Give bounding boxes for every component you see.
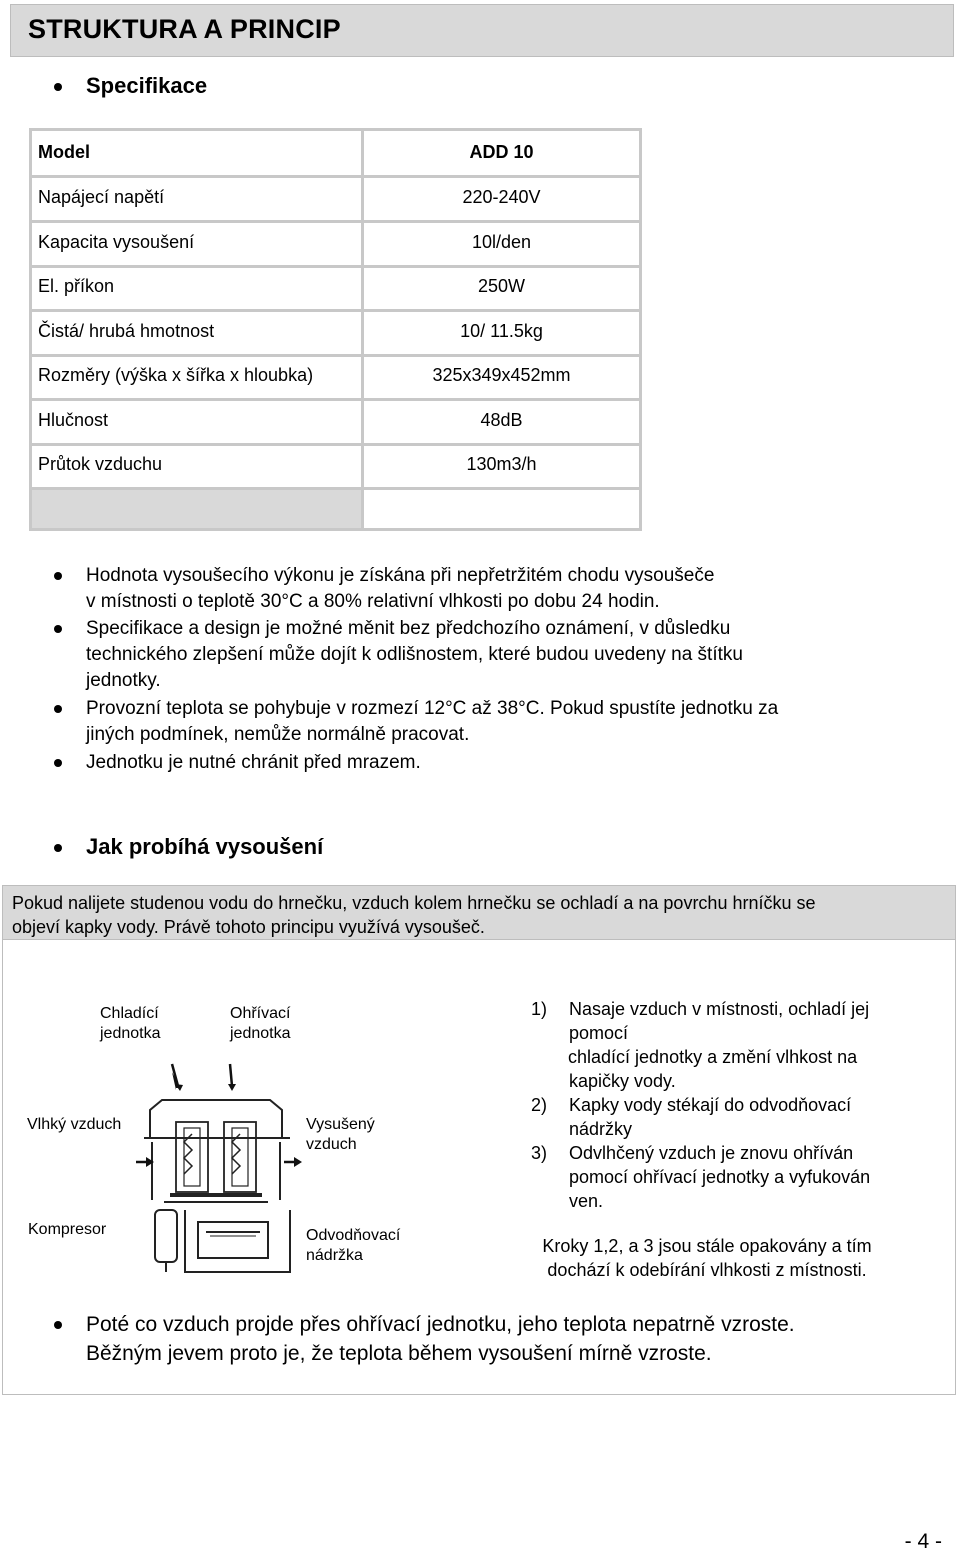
table-row	[32, 265, 639, 312]
final-note	[86, 1310, 795, 1368]
spec-value: 250W	[477, 276, 526, 296]
unit-outline-icon	[144, 1100, 290, 1272]
dehumidifier-diagram	[0, 1050, 310, 1290]
step-number: 2)	[531, 1095, 548, 1115]
spec-heading: Specifikace	[86, 73, 208, 98]
table-row-empty	[32, 490, 639, 528]
bullet	[54, 705, 62, 713]
spec-label: Napájecí napětí	[38, 187, 165, 207]
info-line: Pokud nalijete studenou vodu do hrnečku, vzduch kolem hrnečku se ochladí a na povrchu hrníčku se	[12, 893, 816, 913]
note-line: v místnosti o teplotě 30°C a 80% relativní vlhkosti po dobu 24 hodin.	[86, 591, 660, 612]
dried-air-label	[306, 1115, 375, 1155]
note-line: Specifikace a design je možné měnit bez předchozího oznámení, v důsledku	[86, 618, 731, 639]
step-line: Kapky vody stékají do odvodňovací	[569, 1095, 852, 1115]
bullet	[54, 1321, 62, 1329]
step-line: pomocí ohřívací jednotky a vyfukován	[569, 1167, 871, 1187]
spec-value: 130m3/h	[466, 454, 537, 474]
repeat-note-line: dochází k odebírání vlhkosti z místnosti.	[547, 1260, 867, 1280]
spec-header-value: ADD 10	[469, 142, 534, 162]
label-line: Chladící	[100, 1005, 159, 1022]
step-line: nádržky	[569, 1119, 633, 1139]
table-row	[32, 443, 639, 490]
page-number: - 4 -	[904, 1530, 942, 1553]
step-number: 3)	[531, 1143, 548, 1163]
repeat-note	[512, 1234, 902, 1282]
table-row	[32, 221, 639, 268]
info-text	[12, 891, 942, 939]
note-line: Jednotku je nutné chránit před mrazem.	[86, 752, 421, 773]
note-line: jednotky.	[86, 670, 161, 691]
label-line: jednotka	[230, 1025, 291, 1042]
spec-value: 220-240V	[462, 187, 541, 207]
airflow-arrows-icon	[136, 1064, 302, 1167]
step-line: Odvlhčený vzduch je znovu ohříván	[569, 1143, 854, 1163]
note-line: technického zlepšení může dojít k odlišnostem, které budou uvedeny na štítku	[86, 644, 743, 665]
final-note-line: Poté co vzduch projde přes ohřívací jednotku, jeho teplota nepatrně vzroste.	[86, 1313, 795, 1336]
spec-label: Čistá/ hrubá hmotnost	[38, 321, 215, 341]
repeat-note-line: Kroky 1,2, a 3 jsou stále opakovány a tím	[542, 1236, 872, 1256]
spec-value: 48dB	[480, 410, 523, 430]
table-row	[32, 399, 639, 446]
table-row	[32, 310, 639, 357]
process-steps	[531, 997, 931, 1217]
note-frost	[86, 750, 421, 776]
cooling-unit-label	[100, 1004, 161, 1044]
bullet	[54, 572, 62, 580]
bullet	[54, 625, 62, 633]
spec-label: Rozměry (výška x šířka x hloubka)	[38, 365, 314, 385]
spec-label: El. příkon	[38, 276, 115, 296]
note-line: jiných podmínek, nemůže normálně pracovat.	[86, 724, 470, 745]
note-line: Hodnota vysoušecího výkonu je získána při nepřetržitém chodu vysoušeče	[86, 565, 715, 586]
humid-air-label: Vlhký vzduch	[27, 1116, 122, 1133]
step-line: kapičky vody.	[569, 1071, 676, 1091]
bullet	[54, 844, 62, 852]
title-bar	[10, 4, 954, 57]
step-line: ven.	[569, 1191, 604, 1211]
spec-header-label: Model	[38, 142, 90, 162]
spec-value: 10l/den	[471, 232, 532, 252]
bullet	[54, 83, 62, 91]
compressor-label: Kompresor	[28, 1221, 107, 1238]
spec-label: Hlučnost	[38, 410, 109, 430]
spec-value: 10/ 11.5kg	[460, 321, 543, 341]
step-line: Nasaje vzduch v místnosti, ochladí jej	[569, 999, 870, 1019]
final-note-line: Běžným jevem proto je, že teplota během vysoušení mírně vzroste.	[86, 1342, 712, 1365]
spec-header-row	[32, 131, 639, 178]
info-line: objeví kapky vody. Právě tohoto principu využívá vysoušeč.	[12, 917, 485, 937]
label-line: Odvodňovací	[306, 1227, 401, 1244]
label-line: jednotka	[100, 1025, 161, 1042]
label-line: vzduch	[306, 1136, 357, 1153]
label-line: Ohřívací	[230, 1005, 291, 1022]
note-line: Provozní teplota se pohybuje v rozmezí 12°C až 38°C. Pokud spustíte jednotku za	[86, 698, 779, 719]
info-box	[2, 885, 956, 940]
spec-label: Průtok vzduchu	[38, 454, 163, 474]
drain-tank-label	[306, 1226, 400, 1266]
spec-table	[29, 128, 642, 531]
note-specification	[86, 616, 743, 694]
table-row	[32, 176, 639, 223]
spec-label: Kapacita vysoušení	[38, 232, 195, 252]
process-heading: Jak probíhá vysoušení	[86, 834, 324, 859]
spec-value: 325x349x452mm	[432, 365, 571, 385]
note-performance	[86, 563, 714, 615]
step-number: 1)	[531, 999, 548, 1019]
label-line: nádržka	[306, 1247, 363, 1264]
table-row	[32, 354, 639, 401]
note-temperature	[86, 696, 778, 748]
heating-unit-label	[230, 1004, 291, 1044]
page-title: STRUKTURA A PRINCIP	[28, 14, 341, 44]
step-line: pomocí	[569, 1023, 629, 1043]
label-line: Vysušený	[306, 1116, 375, 1133]
bullet	[54, 759, 62, 767]
step-line: chladící jednotky a změní vlhkost na	[568, 1047, 858, 1067]
